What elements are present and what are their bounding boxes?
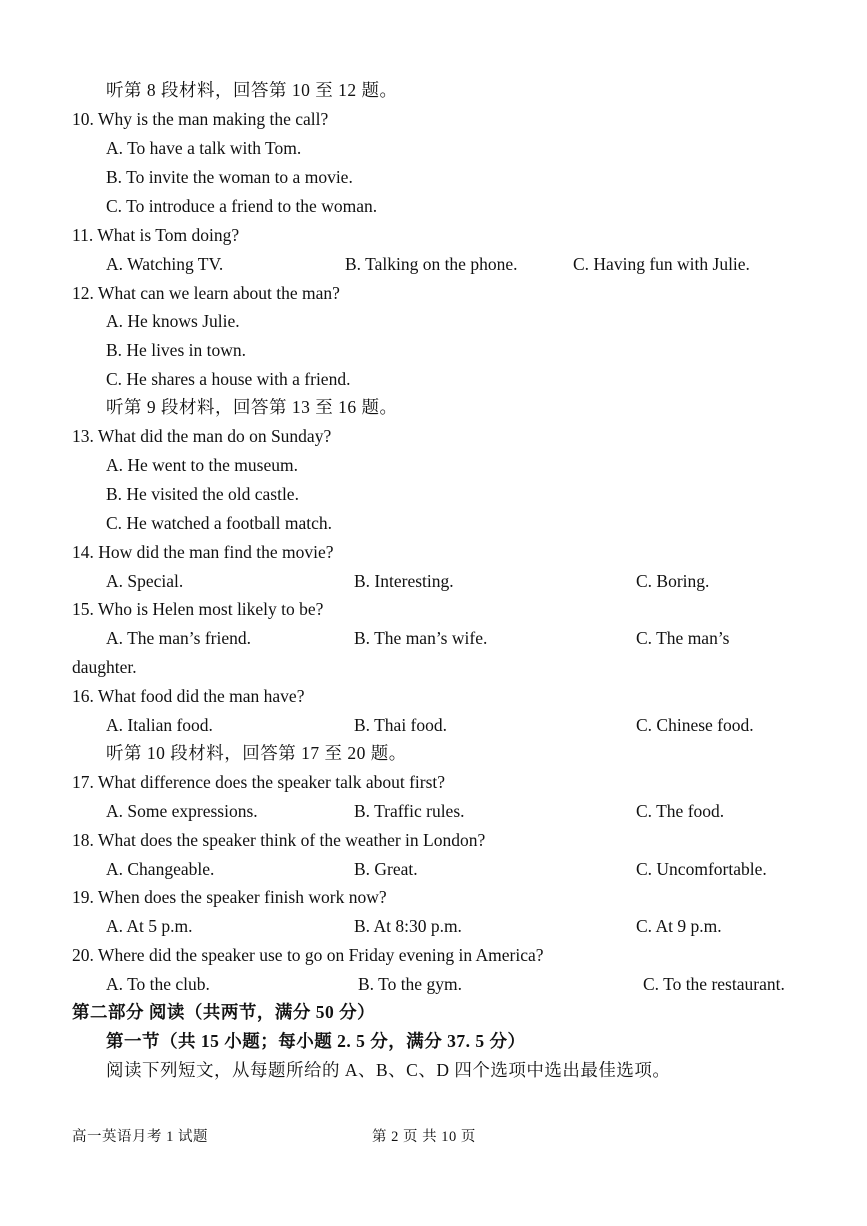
section-heading-9: 听第 9 段材料，回答第 13 至 16 题。 [106,397,398,417]
q20-option-a: A. To the club. [106,974,210,994]
q12-option-b: B. He lives in town. [106,340,246,360]
q17-option-a: A. Some expressions. [106,801,258,821]
question-16: 16. What food did the man have? [72,686,305,706]
question-14: 14. How did the man find the movie? [72,542,334,562]
q10-option-a: A. To have a talk with Tom. [106,138,302,158]
q16-option-a: A. Italian food. [106,715,213,735]
q13-option-a: A. He went to the museum. [106,455,298,475]
q15-option-c-continued: daughter. [72,657,137,677]
part2-instruction: 阅读下列短文，从每题所给的 A、B、C、D 四个选项中选出最佳选项。 [106,1060,671,1080]
part2-title: 第二部分 阅读（共两节，满分 50 分） [72,1002,376,1022]
question-18: 18. What does the speaker think of the weather in London? [72,830,486,850]
q11-option-c: C. Having fun with Julie. [573,254,750,274]
q19-option-a: A. At 5 p.m. [106,916,193,936]
q14-option-a: A. Special. [106,571,184,591]
q15-option-b: B. The man’s wife. [354,628,488,648]
q17-option-c: C. The food. [636,801,725,821]
part2-section1-heading: 第一节（共 15 小题；每小题 2. 5 分，满分 37. 5 分） [106,1031,526,1051]
q14-option-b: B. Interesting. [354,571,454,591]
q18-option-b: B. Great. [354,859,418,879]
question-12: 12. What can we learn about the man? [72,283,340,303]
q12-option-c: C. He shares a house with a friend. [106,369,351,389]
section-heading-10: 听第 10 段材料，回答第 17 至 20 题。 [106,743,407,763]
q14-option-c: C. Boring. [636,571,710,591]
footer-exam-title: 高一英语月考 1 试题 [72,1129,208,1145]
section-heading-8: 听第 8 段材料，回答第 10 至 12 题。 [106,80,398,100]
q10-option-c: C. To introduce a friend to the woman. [106,196,378,216]
q16-option-c: C. Chinese food. [636,715,754,735]
q20-option-b: B. To the gym. [358,974,462,994]
q18-option-a: A. Changeable. [106,859,215,879]
question-11: 11. What is Tom doing? [72,225,240,245]
question-13: 13. What did the man do on Sunday? [72,426,332,446]
q17-option-b: B. Traffic rules. [354,801,465,821]
q15-option-c: C. The man’s [636,628,730,648]
q20-option-c: C. To the restaurant. [643,974,785,994]
q13-option-b: B. He visited the old castle. [106,484,299,504]
footer-page-number: 第 2 页 共 10 页 [372,1129,476,1145]
question-20: 20. Where did the speaker use to go on Friday evening in America? [72,945,544,965]
question-19: 19. When does the speaker finish work now? [72,887,387,907]
question-15: 15. Who is Helen most likely to be? [72,599,324,619]
q18-option-c: C. Uncomfortable. [636,859,767,879]
q13-option-c: C. He watched a football match. [106,513,332,533]
q16-option-b: B. Thai food. [354,715,448,735]
q12-option-a: A. He knows Julie. [106,311,240,331]
question-17: 17. What difference does the speaker talk about first? [72,772,446,792]
q19-option-c: C. At 9 p.m. [636,916,722,936]
q19-option-b: B. At 8:30 p.m. [354,916,462,936]
q15-option-a: A. The man’s friend. [106,628,251,648]
q10-option-b: B. To invite the woman to a movie. [106,167,353,187]
q11-option-b: B. Talking on the phone. [345,254,518,274]
q11-option-a: A. Watching TV. [106,254,224,274]
question-10: 10. Why is the man making the call? [72,109,329,129]
